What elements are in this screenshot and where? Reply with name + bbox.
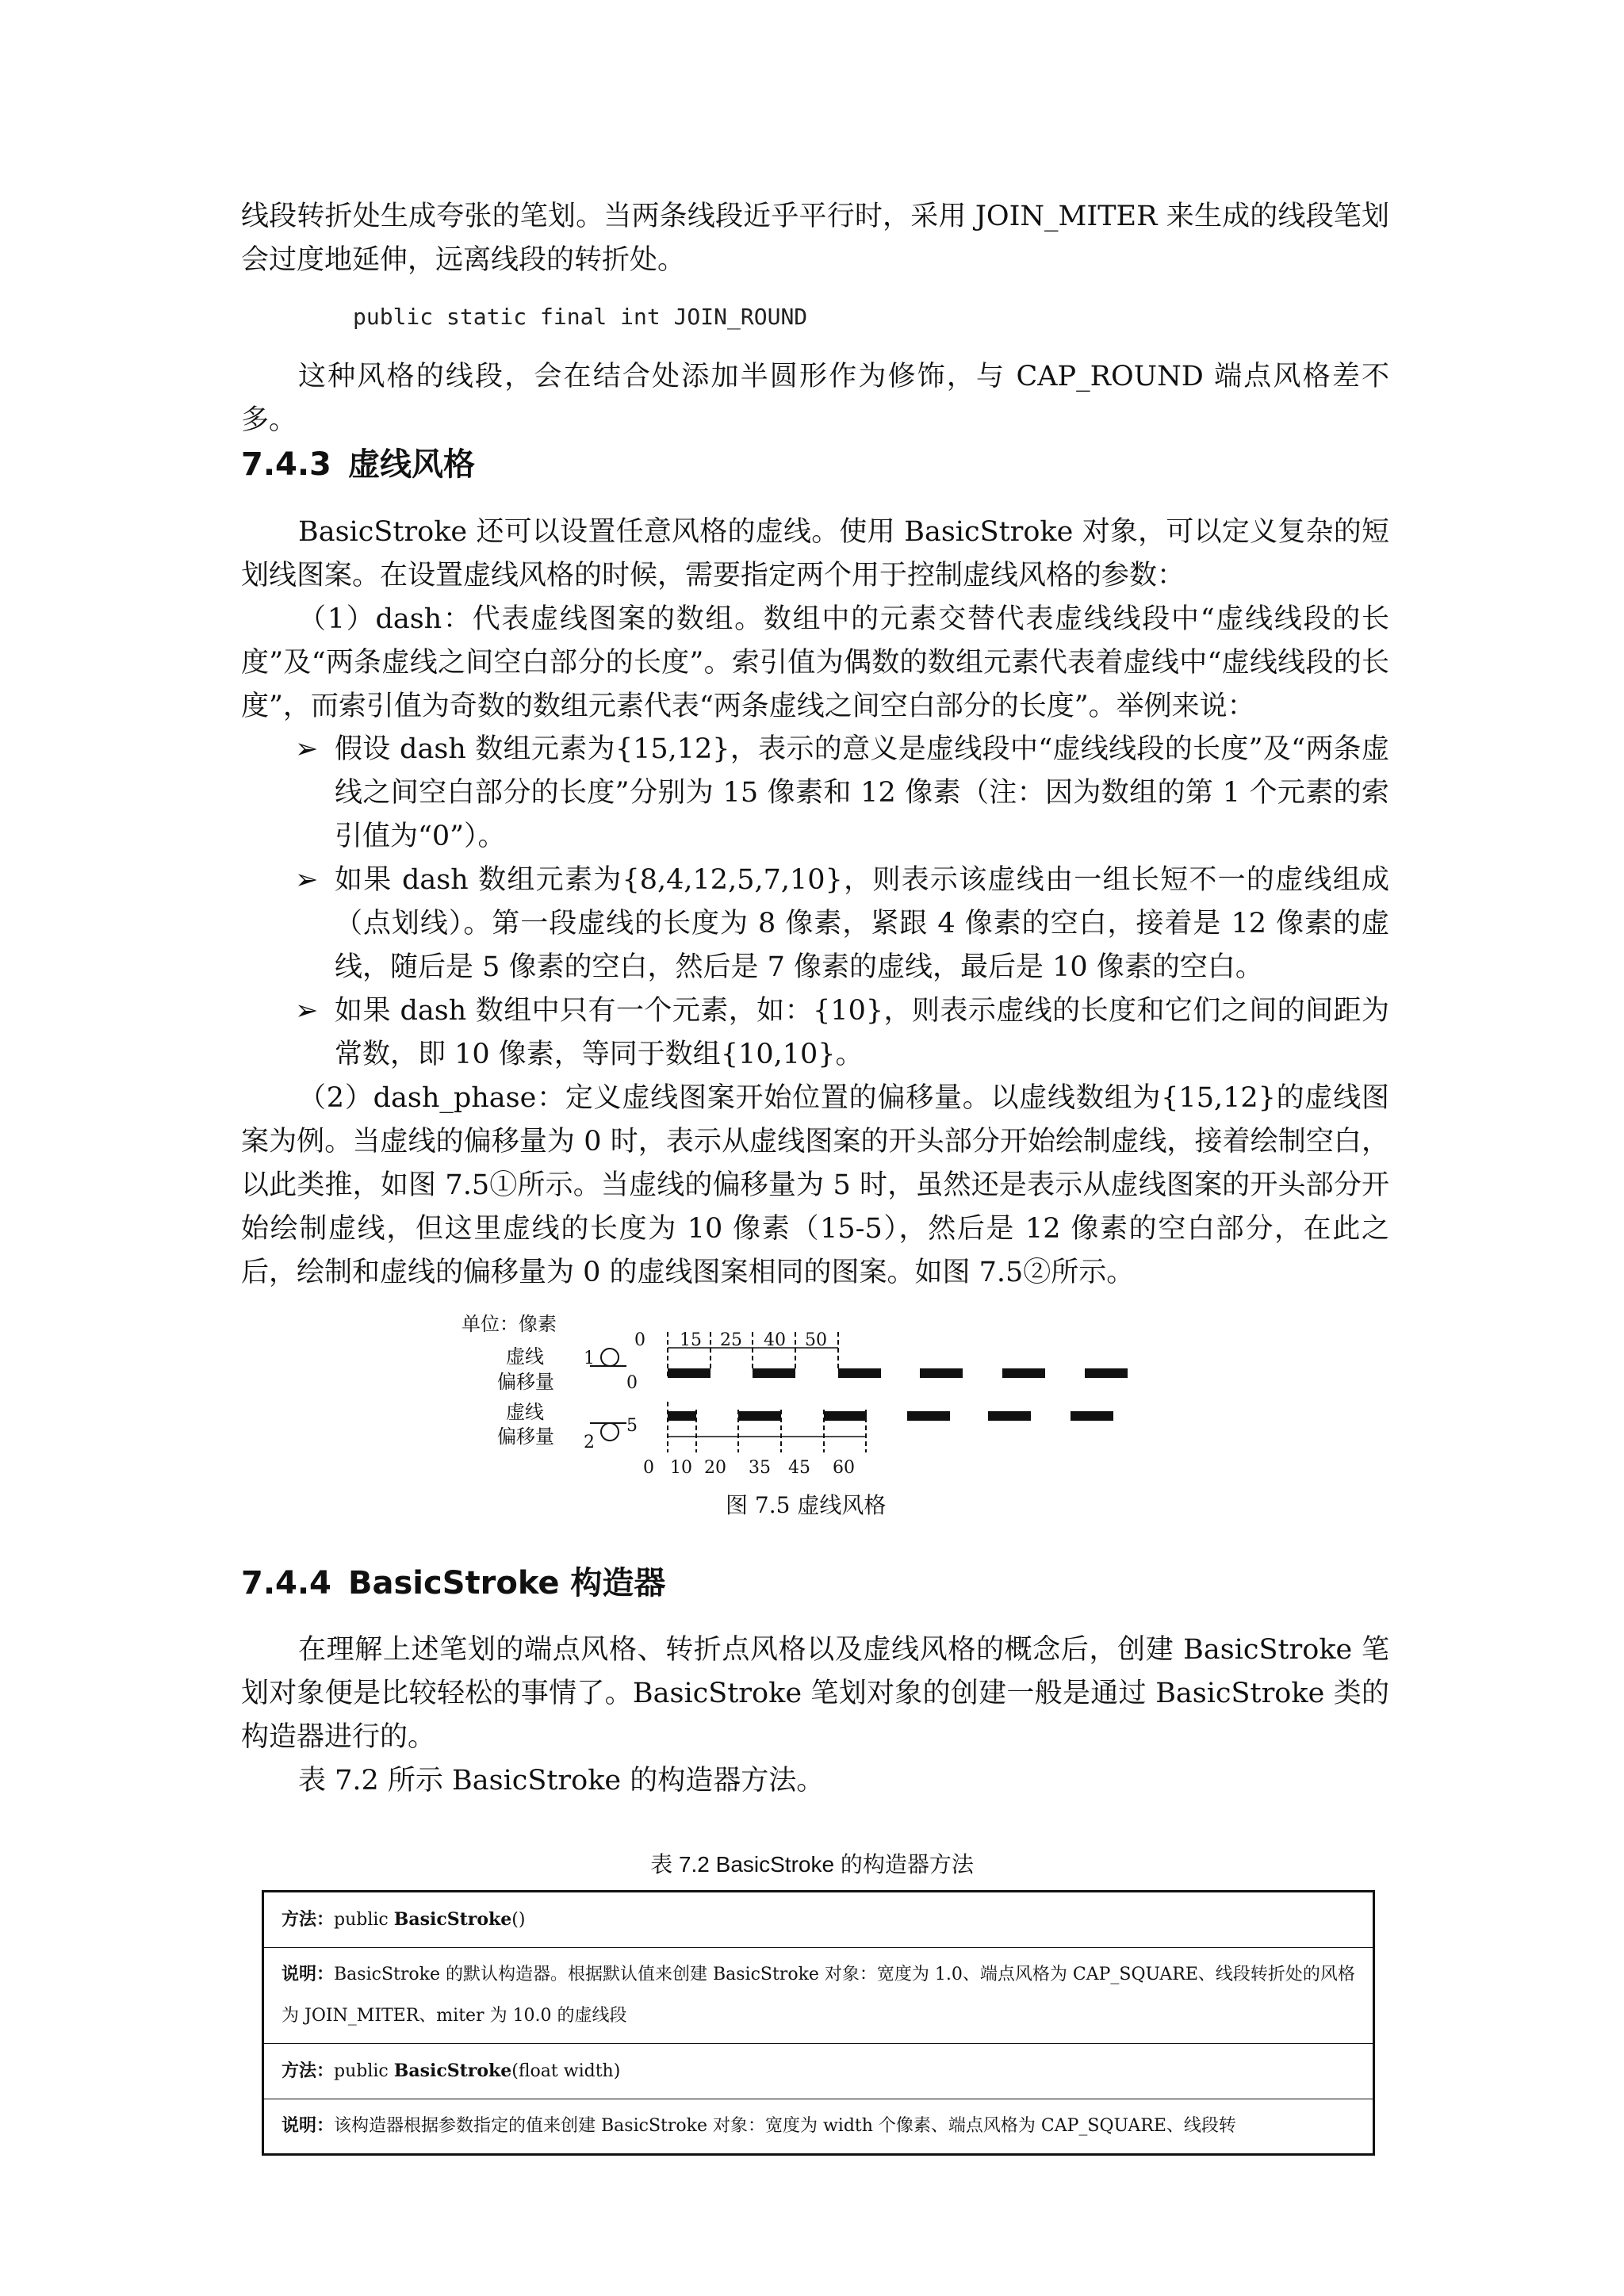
row1-label-line1: 虚线 <box>506 1345 544 1368</box>
circle-marker-1 <box>601 1349 619 1366</box>
table-row <box>263 1892 1374 1948</box>
bullet-item <box>295 728 1389 859</box>
arrow-bullet-icon: ➢ <box>295 995 319 1027</box>
circle-marker-2 <box>601 1423 619 1441</box>
section-number: 7.4.4 <box>241 1565 331 1601</box>
row2-label-line2: 偏移量 <box>497 1425 554 1448</box>
row1-offset-value: 0 <box>626 1373 638 1393</box>
table-row <box>263 2044 1374 2099</box>
row-label: 方法： <box>282 2061 335 2081</box>
row2-circle-number: 2 <box>584 1433 595 1452</box>
dash-phase-paragraph: （2）dash_phase：定义虚线图案开始位置的偏移量。以虚线数组为{15,12}的虚线图案为例。当虚线的偏移量为 0 时，表示从虚线图案的开头部分开始绘制虚线，接着绘制空白，以此类推，如图 7.5①所示。当虚线的偏移量为 5 时，虽然还是表示从虚线图案的开头部分开始绘制虚线，但这里虚线的长度为 10 像素（15-5），然后是 12 像素的空白部分，在此之后，绘制和虚线的偏移量为 0 的虚线图案相同的图案。如图 7.5②所示。 <box>241 1082 1389 1288</box>
row2-tick-lines <box>668 1402 866 1452</box>
constructor-intro-paragraph: 在理解上述笔划的端点风格、转折点风格以及虚线风格的概念后，创建 BasicStroke 笔划对象便是比较轻松的事情了。BasicStroke 笔划对象的创建一般是通过 BasicStroke 类的构造器进行的。 <box>241 1634 1389 1753</box>
table-cell <box>263 1948 1374 2044</box>
method-name: BasicStroke <box>393 1909 512 1930</box>
section-title: 虚线风格 <box>348 446 475 483</box>
method-params: () <box>511 1910 526 1930</box>
row2-label-line1: 虚线 <box>506 1401 544 1423</box>
bullet-item <box>295 859 1389 989</box>
bullet-text: 如果 dash 数组中只有一个元素，如：{10}，则表示虚线的长度和它们之间的间距为常数，即 10 像素，等同于数组{10,10}。 <box>335 995 1389 1070</box>
row2-dashes <box>668 1411 1113 1421</box>
method-name: BasicStroke <box>393 2061 512 2081</box>
table-cell <box>263 2099 1374 2155</box>
section-title: BasicStroke 构造器 <box>348 1565 666 1601</box>
bullet-text: 假设 dash 数组元素为{15,12}，表示的意义是虚线段中“虚线线段的长度”及“两条虚线之间空白部分的长度”分别为 15 像素和 12 像素（注：因为数组的第 1 个元素的索引值为“0”）。 <box>335 733 1389 852</box>
join-round-description: 这种风格的线段，会在结合处添加半圆形作为修饰，与 CAP_ROUND 端点风格差不多。 <box>241 361 1389 436</box>
row2-offset-value: 5 <box>626 1416 638 1436</box>
description-text: 该构造器根据参数指定的值来创建 BasicStroke 对象：宽度为 width 个像素、端点风格为 CAP_SQUARE、线段转 <box>334 2116 1236 2136</box>
row2-tick-label: 60 <box>833 1458 855 1478</box>
top-paragraph: 线段转折处生成夸张的笔划。当两条线段近乎平行时，采用 JOIN_MITER 来生成的线段笔划会过度地延伸，远离线段的转折处。 <box>241 201 1389 276</box>
row2-tick-label: 10 <box>670 1458 692 1478</box>
row2-tick-label: 20 <box>704 1458 726 1478</box>
table-cell <box>263 2044 1374 2099</box>
row-label: 说明： <box>282 2116 335 2136</box>
row2-tick-label: 0 <box>643 1458 654 1478</box>
row1-tick-label: 25 <box>720 1330 742 1350</box>
method-prefix: public <box>334 2061 394 2081</box>
bullet-text: 如果 dash 数组元素为{8,4,12,5,7,10}，则表示该虚线由一组长短不一的虚线组成（点划线）。第一段虚线的长度为 8 像素，紧跟 4 像素的空白，接着是 12 像素的虚线，随后是 5 像素的空白，然后是 7 像素的虚线，最后是 10 像素的空白。 <box>335 864 1389 983</box>
table-row <box>263 2099 1374 2155</box>
table-cell <box>263 1892 1374 1948</box>
dash-intro-paragraph: BasicStroke 还可以设置任意风格的虚线。使用 BasicStroke 对象，可以定义复杂的短划线图案。在设置虚线风格的时候，需要指定两个用于控制虚线风格的参数： <box>241 516 1389 591</box>
section-heading-7-4-3 <box>241 439 475 484</box>
constructor-methods-table <box>262 1890 1375 2156</box>
row1-tick-label: 15 <box>680 1330 702 1350</box>
code-join-round: public static final int JOIN_ROUND <box>353 304 808 330</box>
table-row <box>263 1948 1374 2044</box>
row2-tick-label: 35 <box>749 1458 771 1478</box>
row2-tick-label: 45 <box>788 1458 810 1478</box>
figure-caption: 图 7.5 虚线风格 <box>726 1492 887 1518</box>
description-text: BasicStroke 的默认构造器。根据默认值来创建 BasicStroke 对象：宽度为 1.0、端点风格为 CAP_SQUARE、线段转折处的风格为 JOIN_MITER、miter 为 10.0 的虚线段 <box>282 1965 1355 2026</box>
row1-dashes <box>668 1368 1128 1378</box>
method-params: (float width) <box>511 2061 621 2081</box>
row1-tick-lines <box>668 1332 838 1380</box>
table-reference-paragraph: 表 7.2 所示 BasicStroke 的构造器方法。 <box>298 1765 825 1797</box>
row1-tick-label: 50 <box>805 1330 827 1350</box>
bullet-item <box>295 989 1389 1077</box>
section-number: 7.4.3 <box>241 446 331 483</box>
section-heading-7-4-4 <box>241 1558 665 1603</box>
row-label: 方法： <box>282 1910 335 1930</box>
row1-circle-number: 1 <box>584 1349 595 1368</box>
row-label: 说明： <box>282 1965 335 1984</box>
arrow-bullet-icon: ➢ <box>295 733 319 765</box>
dash-param-paragraph: （1）dash：代表虚线图案的数组。数组中的元素交替代表虚线线段中“虚线线段的长度”及“两条虚线之间空白部分的长度”。索引值为偶数的数组元素代表着虚线中“虚线线段的长度”，而索引值为奇数的数组元素代表“两条虚线之间空白部分的长度”。举例来说： <box>241 603 1389 722</box>
row1-tick-label: 40 <box>764 1330 786 1350</box>
row1-label-line2: 偏移量 <box>497 1371 554 1393</box>
table-caption: 表 7.2 BasicStroke 的构造器方法 <box>650 1852 974 1877</box>
method-prefix: public <box>334 1910 394 1930</box>
arrow-bullet-icon: ➢ <box>295 864 319 896</box>
unit-label: 单位：像素 <box>462 1313 557 1335</box>
row1-tick-label: 0 <box>634 1330 645 1350</box>
